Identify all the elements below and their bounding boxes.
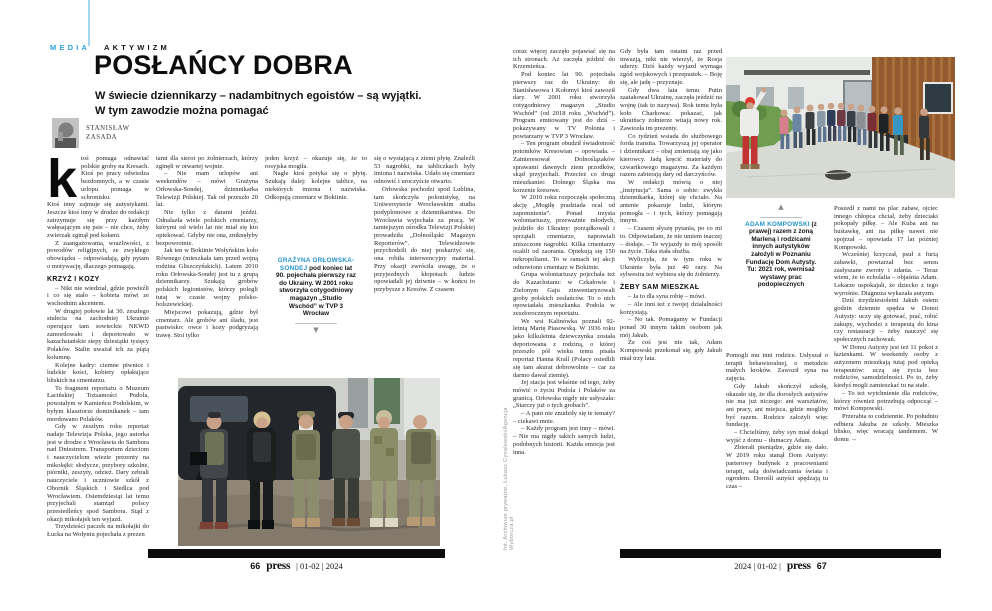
article-paragraph: Poszedł z nami na plac zabaw, ojciec innego chłopca chciał, żeby dzieciaki pokopały piłkę. – Ale Kuba ani na huśtawkę, ani na piłkę nawet nie spojrzał – opowiada 17 lat później Kompowski. — [834, 205, 938, 251]
article-paragraph: Co tydzień wsiada do służbowego forda transita. Towarzyszą jej operator i dziennikarz – obaj zmieniają się jako kierowcy. Jadą kręcić materiały do czwartkowego magazynu. Za każdym razem zabierają dary od darczyńców. — [620, 132, 722, 179]
left-column-1-flow — [47, 201, 149, 539]
left-footer-bar — [148, 549, 445, 558]
subtitle-line-1: W świecie dziennikarzy – nadambitnych egoistów – są wyjątki. — [95, 90, 422, 102]
author-name — [86, 124, 130, 142]
article-paragraph: Zbierali pieniądze, gdzie się dało. W 2019 roku stanął Dom Autysty: parterowy budynek z pracowniami terapii, salą doświadczania świata i ogrodem. Dorośli autyści spędzają tu czas – — [726, 444, 828, 490]
article-paragraph: W Domu Autysty jest też 11 pokoi z łazienkami. W weekendy osoby z autyzmem mieszkają tutaj pod opieką terapeutów: uczą się życia bez rodziców, samodzielności. Po to, żeby kiedyś mogli zamieszkać tu na stałe. — [834, 343, 938, 390]
article-paragraph: Wyliczyła, że w tym roku w Ukrainie była już 40 razy. Na sylwestra też wybiera się do żołnierzy. — [620, 255, 722, 279]
article-paragraph: Nagle ktoś potyka się o płytę. Szukają dalej: kolejne tablice, na niektórych imiona i nazwiska. Odkopują cmentarz w Bokiinie. — [265, 170, 367, 201]
kicker-section-label: MEDIA — [50, 43, 91, 52]
article-paragraph: – Każdy program jest inny – mówi. – Nie ma nigdy takich samych ludzi, podobnych historii. Każda emocja jest inna. — [513, 425, 615, 456]
article-paragraph: Gdy była tam ostatni raz przed inwazją, nikt nie wierzył, że Rosja uderzy. Dziś każdy wyjazd wymaga zgód wojskowych i przepustek. – Boję się, ale jadę – przyznaje. — [620, 48, 722, 86]
press-logo: press — [266, 560, 291, 572]
right-footer-bar — [620, 549, 941, 558]
left-page-number: 66 — [250, 561, 261, 571]
lead-text: toś pomaga odnawiać polskie groby na Kresach. Ktoś po pracy odwiedza bezdomnych, a w czasie urlopu pomaga w schronisku. — [81, 155, 149, 201]
caption-arrow-up-icon: ▲ — [778, 203, 784, 211]
article-paragraph: – Ale inni też z twojej działalności korzystają. — [620, 300, 722, 316]
caption-text: pod koniec lat 90. pojechała pierwszy raz do Ukrainy. W 2001 roku stworzyła cotygodniowy magazyn „Studio Wschód” w TVP 3 Wrocław — [276, 264, 356, 318]
article-paragraph: Kolejne kadry: ciemne piwnice i ludzkie kości, kobiety opłakujące bliskich na cmentarzu. — [47, 361, 149, 384]
article-paragraph: Z zaangażowania, wrażliwości, z powodów religijnych, ze zwykłego obowiązku – odpowiadają, gdy pytam o motywację, dlaczego pomagają. — [47, 239, 149, 270]
article-paragraph: – Ten program obudził świadomość potomków Kresowian – opowiada. – Zainteresował Dolnoślązaków sprawami dawnych ziem przodków, skąd przyjechali. Przecież co drugi mieszkaniec Dolnego Śląska ma korzenie kresowe. — [513, 140, 615, 194]
kicker — [50, 37, 90, 55]
article-paragraph: Nie tylko z darami jeździ. Odnalazła wiele polskich cmentarzy, którymi od wielu lat nie miał się kto opiekować. Gdyby nie ona, zniknęłyby bezpowrotnie. — [156, 208, 258, 247]
caption-person-name: GRAŻYNA ORŁOWSKA-SONDEJ — [277, 257, 355, 272]
article-paragraph: Przerabia to codziennie. Po południu odbiera Jakuba ze szkoły. Mieszka blisko, więc wracają tandemem. W domu → — [834, 412, 938, 444]
left-photo — [178, 378, 440, 546]
article-paragraph: W 2010 roku rozpoczęła społeczną akcję „Mogiłę pradziada ocal od zapomnienia”. Ponad trzysta wolontariuszy, przeważnie młodych, jeździło do Ukrainy: porządkowali i sprzątali cmentarze, naprawiali zniszczone nagrobki. Kilka cmentarzy ocalili od zaorania. Opiekują się 150 nekropoliami. To w ramach tej akcji odnowiono cmentarz w Bokiinie. — [513, 194, 615, 271]
left-column-1 — [47, 155, 149, 545]
article-paragraph: W drugiej połowie lat 30. zeszłego stulecia na zachodniej Ukrainie operujące tam sowieckie NKWD zamordowało i deportowało w kazachstańskie stepy dziesiątki tysięcy Polaków. Stalin uważał ich za piątą kolumnę. — [47, 307, 149, 361]
article-paragraph: – Chcieliśmy, żeby syn miał dokąd wyjść z domu – tłumaczy Adam. — [726, 429, 828, 444]
author-last-name: ZASADA — [86, 134, 118, 141]
section-heading: KRZYŻ I KOZY — [47, 275, 100, 283]
article-paragraph: – Ja to dla syna robię – mówi. — [628, 293, 706, 301]
article-paragraph: W redakcji mówią o niej „instytucja”. Sama o sobie: zwykła dziennikarka, której się chciało. Na antenie pokazuje ludzi, którym pomogła – i tych, którzy pomagają innym. — [620, 178, 722, 225]
caption-rule — [760, 217, 802, 218]
article-paragraph: Orłowska pochodzi spod Lublina, tam skończyła polonistykę, na Uniwersytecie Wrocławskim studia podyplomowe z dziennikarstwa. Do Wrocławia wyjechała za pracą. W tamtejszym ośrodku Telewizji Polskiej prowadziła „Dolnośląski Magazyn Reporterów”. Telewidzowie przychodzili do niej poskarżyć się, ona robiła interwencyjny materiał. Przy okazji zwróciła uwagę, że o przyjezdnych kłopotach ludzie opowiadali jej dziwnie – w końcu to przybysze z Kresów. Z czasem — [374, 185, 475, 293]
article-paragraph: Pomogli mu inni rodzice. Usłyszał o terapii behawioralnej, o metodzie małych kroków. Zawoził syna na zajęcia. — [726, 352, 828, 383]
left-column-2 — [156, 155, 258, 376]
press-logo: press — [786, 560, 811, 572]
right-column-4 — [834, 205, 938, 542]
caption-rule — [295, 323, 337, 324]
article-paragraph: To fragment reportażu o Muzeum Łacińskiej Tożsamości Podola, powstałym w Kamieńcu Podolskim, w byłym klasztorze dominikanek – tam mordowano Polaków. — [47, 384, 149, 423]
author-first-name: STANISŁAW — [86, 125, 130, 132]
photo-credit: fot. Archiwum prywatne, Łukasz Cynalewski/Agencja Wyborcza.pl — [503, 407, 515, 550]
section-heading: ŻEBY SAM MIESZKAŁ — [620, 284, 700, 292]
article-paragraph: We wsi Kalinówka poznali 92-letnią Martę Piasowską. W 1936 roku jako kilkuletnia dziewczynka została deportowana z rodziną, o której przeszło pół wieku temu pisała reportaż Hanna Krall (Polacy osiedlili się tam akurat dobrowolnie – car za darmo dawał ziemię). — [513, 317, 615, 379]
left-issue-label: | 01-02 | 2024 — [296, 561, 343, 571]
caption-text: (z prawej) razem z żoną Marleną i rodzicami innych autystyków założyli w Poznaniu Fundację Dom Autysty. Tu: 2021 rok, wernisaż wystawy prac podopiecznych — [745, 220, 817, 289]
article-paragraph: Trzydzieści paczek na mikołajki do Łucka na Wołyniu pojechała z prezen — [47, 523, 149, 539]
right-photo-caption — [742, 204, 820, 289]
article-paragraph: Grupa wolontariuszy pojechała też do Kazachstanu: w Czkałowie i Zielonym Gaju zinwentaryzowali groby polskich zesłańców. To o nich opowiadała mieszkanka Podola w zeszłorocznym reportażu. — [513, 271, 615, 317]
article-paragraph: – Nikt nie wiedział, gdzie powieźli i co się stało – kobieta mówi ze wschodnim akcentem. — [47, 284, 149, 307]
right-column-1 — [513, 48, 615, 542]
kicker-topic-label: AKTYWIZM — [104, 43, 171, 52]
article-paragraph: Jak ten w Bokiinie Wołyńskim koło Równego (mieszkała tam przed wojną rodzina Gliszczyńskich). Latem 2010 roku Orłowska-Sondej jest tu z grupą dziennikarzy. Szukają grobów polskich legionistów, którzy polegli tutaj w czasie wojny polsko-bolszewickiej. — [156, 247, 258, 309]
article-paragraph: – A pani nie znudziły się te tematy? – ciekawi mnie. — [513, 410, 615, 425]
article-paragraph: Jej stacja jest właśnie od tego, żeby mówić o życiu Podola i Polaków za granicą. Orłowska nigdy nie usłyszała: „Starczy już o tych grobach”. — [513, 379, 615, 410]
caption-arrow-down-icon: ▼ — [313, 325, 319, 334]
left-column-4 — [374, 155, 475, 376]
right-page-number: 67 — [816, 561, 827, 571]
left-footer — [148, 560, 445, 572]
left-photo-caption — [276, 257, 356, 334]
author-photo — [52, 118, 79, 148]
article-subtitle — [95, 89, 455, 118]
article-paragraph: Dziś trzydziestoletni Jakub osiem godzin dziennie spędza w Domu Autysty: uczy się gotować, prać, robić zakupy, wychodzi z terapeutą do kina czy restauracji – żeby nauczyć się społecznych zachowań. — [834, 297, 938, 343]
article-title: POSŁAŃCY DOBRA — [94, 50, 353, 80]
right-photo — [726, 57, 955, 198]
article-paragraph: Gdy dwa lata temu Putin zaatakował Ukrainę, zaczęła jeździć na wojnę (tak to nazywa). Rok temu była koło Charkowa: pokazać, jak ukraińscy żołnierze witają nowy rok. Zawiozła im prezenty. — [620, 86, 722, 133]
left-column-3 — [265, 155, 367, 252]
article-paragraph: się o wystającą z ziemi płytę. Znaleźli 53 nagrobki, na tabliczkach były imiona i nazwiska. Udało się cmentarz odnowić i uroczyście otwarto. — [374, 155, 475, 186]
article-paragraph: Że coś jest nie tak, Adam Kompowski przekonał się, gdy Jakub miał trzy lata. — [620, 339, 722, 362]
drop-cap: k — [47, 155, 78, 209]
article-paragraph: – Nie mam urlopów ani weekendów – mówi Grażyna Orłowska-Sondej, dziennikarka Telewizji Polskiej. Tak od przeszło 20 lat. — [156, 170, 258, 209]
caption-person-name: ADAM KOMPOWSKI — [745, 220, 810, 228]
article-paragraph: Miejscowi pokazują, gdzie był cmentarz. Ale grobów ani śladu, jest pastwisko: owce i kozy podgryzają trawę. Stoi tylko — [156, 309, 258, 340]
article-paragraph: – Czasem słyszę pytania, po co mi to. Odpowiadam, że nie umiem inaczej – dodaje. – Te wyjazdy to mój sposób na życie. Taka stała służba. — [620, 225, 722, 256]
right-column-3 — [726, 352, 828, 542]
article-paragraph: jeden krzyż – okazuje się, że to rosyjska mogiła. — [265, 155, 367, 170]
article-paragraph: Pod koniec lat 90. pojechała pierwszy raz do Ukrainy: do Stanisławowa i Kołomyi ktoś zawoził dary. W 2001 roku stworzyła cotygodniowy magazyn „Studio Wschód” (od 2018 roku „Wschód”). Program emitowany jest do dziś – pokazywany w TV Polonia i powtarzany w TVP 3 Wrocław. — [513, 71, 615, 140]
right-footer — [620, 560, 941, 572]
article-lead-paragraph — [47, 155, 149, 209]
right-column-2 — [620, 48, 722, 542]
article-paragraph: tami dla sierot po żołnierzach, którzy zginęli w otwartej wojnie. — [156, 155, 258, 170]
article-paragraph: – No tak. Pomagamy w Fundacji ponad 30 innym takim osobom jak mój Jakub. — [620, 316, 722, 339]
subtitle-line-2: W tym zawodzie można pomagać — [95, 104, 269, 117]
article-paragraph: Wcześniej krzyczał, psuł z furią zabawki, powtarzał bez sensu zasłyszane zwroty i zdania. – Teraz wiem, że to echolalia – objaśnia Adam. Lekarze uspokajali, że dziecko z tego wyrośnie. Diagnoza wykazała autyzm. — [834, 251, 938, 297]
article-paragraph: Gdy Jakub skończył szkołę, okazało się, że dla dorosłych autystów nie ma już niczego: ani warsztatów, ani pracy, ani miejsca, gdzie mogliby być razem. Rodzice założyli więc fundację. — [726, 382, 828, 429]
article-paragraph: coraz więcej zaczęło pojawiać się na ich stronach. Aż zaczęła jeździć do Krzemieńca. — [513, 48, 615, 71]
right-issue-label: 2024 | 01-02 | — [734, 561, 781, 571]
article-paragraph: – To też wytchnienie dla rodziców, którzy również potrzebują odpocząć – mówi Kompowski. — [834, 389, 938, 413]
article-paragraph: Ktoś inny zajmuje się autystykami. Jeszcze ktoś inny w drodze do redakcji zatrzymuje się przy każdym wałęsającym się psie – nie chce, żeby zwierzak zginął pod kołami. — [47, 201, 149, 240]
article-paragraph: Gdy w zeszłym roku reportaż nadaje Telewizja Polska, jego autorka jest w drodze z Wrocławia do Sambora nad Dniestrem. Transportem dzieciom i nauczycielom wiezie prezenty na mikołajki: słodycze, przybory szkolne, piórniki, zeszyty, odzież. Dary zebrali nauczyciele i uczniowie szkół z Obornik Śląskich i Siedlca pod Wrocławiem. Osiemdziesiąt lat temu przyjechali stamtąd polscy przesiedleńcy spod Sambora. Stąd z okazji mikołajek ten wyjazd. — [47, 423, 149, 523]
